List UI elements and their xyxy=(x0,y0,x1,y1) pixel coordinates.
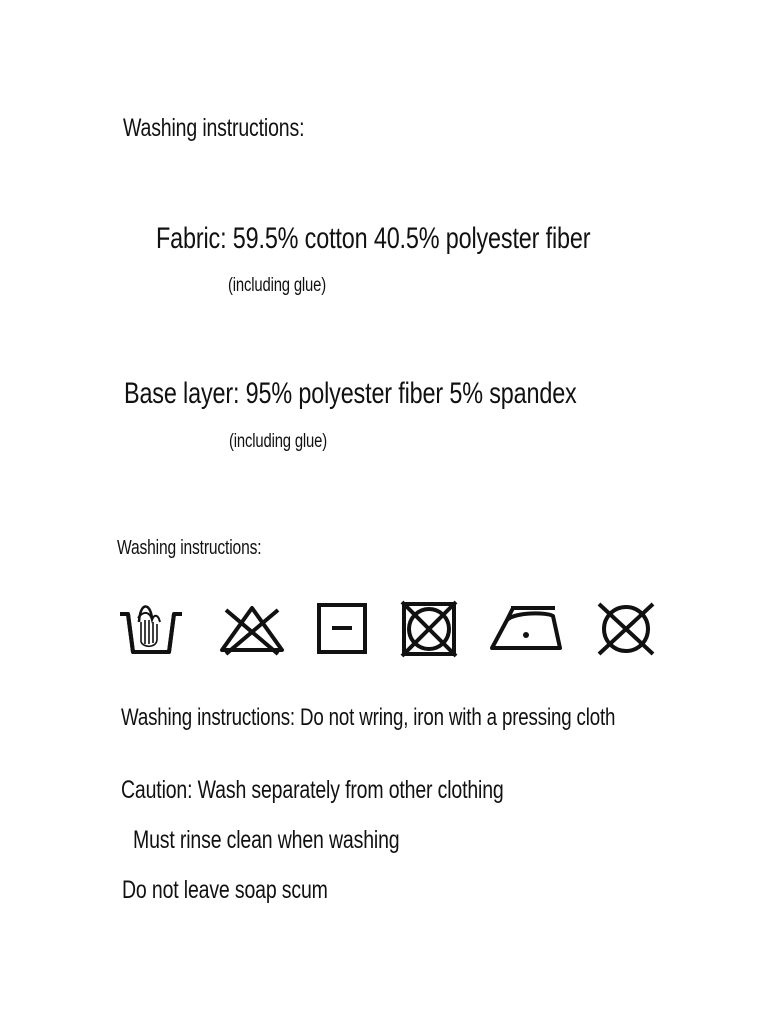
iron-low-heat-icon xyxy=(489,600,563,658)
fabric-composition: Fabric: 59.5% cotton 40.5% polyester fiber xyxy=(156,222,591,255)
heading-washing-instructions: Washing instructions: xyxy=(123,114,305,142)
dry-flat-icon xyxy=(316,600,368,658)
do-not-tumble-dry-icon xyxy=(400,600,458,658)
fabric-composition-note: (including glue) xyxy=(228,275,327,296)
subheading-washing-instructions: Washing instructions: xyxy=(117,537,262,559)
do-not-dry-clean-icon xyxy=(595,600,657,658)
caution-text: Caution: Wash separately from other clothing xyxy=(121,776,504,804)
base-layer-composition: Base layer: 95% polyester fiber 5% spandex xyxy=(124,377,577,410)
base-layer-composition-note: (including glue) xyxy=(229,431,328,452)
do-not-bleach-icon xyxy=(218,600,286,658)
washing-instructions-text: Washing instructions: Do not wring, iron with a pressing cloth xyxy=(121,704,616,731)
soap-scum-text: Do not leave soap scum xyxy=(122,876,328,904)
rinse-text: Must rinse clean when washing xyxy=(133,826,400,854)
hand-wash-icon xyxy=(116,600,186,658)
